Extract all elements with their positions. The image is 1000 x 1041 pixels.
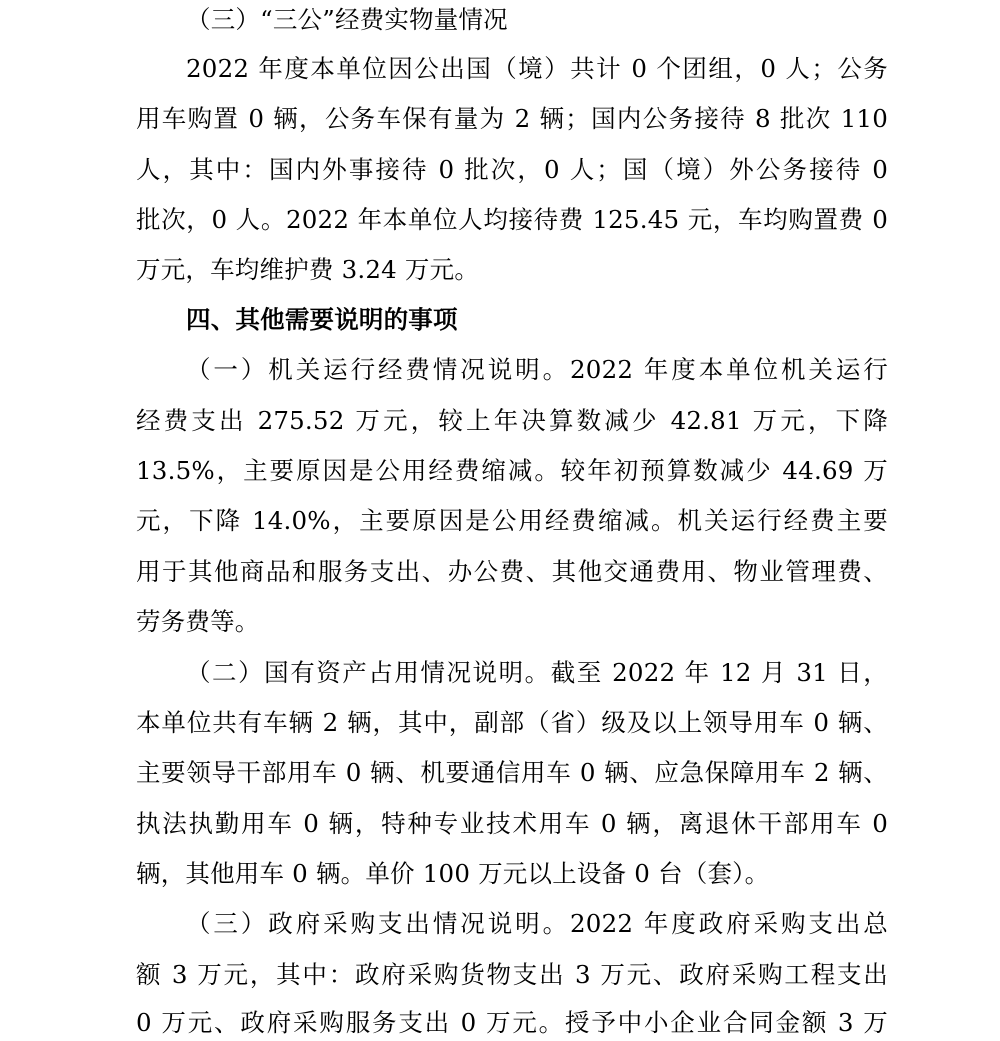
heading-other-matters: 四、其他需要说明的事项 xyxy=(186,305,458,334)
paragraph-line: 执法执勤用车 0 辆，特种专业技术用车 0 辆，离退休干部用车 0 xyxy=(136,809,888,838)
paragraph-line: 用于其他商品和服务支出、办公费、其他交通费用、物业管理费、 xyxy=(136,557,888,586)
paragraph-line: 0 万元、政府采购服务支出 0 万元。授予中小企业合同金额 3 万 xyxy=(136,1008,888,1037)
section-title-sangong: （三）“三公”经费实物量情况 xyxy=(186,5,508,34)
paragraph-line: 用车购置 0 辆，公务车保有量为 2 辆；国内公务接待 8 批次 110 xyxy=(136,104,888,133)
paragraph-line: （一）机关运行经费情况说明。2022 年度本单位机关运行 xyxy=(186,355,888,384)
paragraph-line: 本单位共有车辆 2 辆，其中，副部（省）级及以上领导用车 0 辆、 xyxy=(136,708,888,737)
paragraph-line: （二）国有资产占用情况说明。截至 2022 年 12 月 31 日， xyxy=(186,658,888,687)
paragraph-line: 13.5%，主要原因是公用经费缩减。较年初预算数减少 44.69 万 xyxy=(136,456,888,485)
paragraph-line: 万元，车均维护费 3.24 万元。 xyxy=(136,255,480,284)
paragraph-line: 经费支出 275.52 万元，较上年决算数减少 42.81 万元，下降 xyxy=(136,406,888,435)
paragraph-line: 2022 年度本单位因公出国（境）共计 0 个团组，0 人；公务 xyxy=(186,54,888,83)
paragraph-line: 主要领导干部用车 0 辆、机要通信用车 0 辆、应急保障用车 2 辆、 xyxy=(136,758,888,787)
paragraph-line: 批次，0 人。2022 年本单位人均接待费 125.45 元，车均购置费 0 xyxy=(136,205,888,234)
paragraph-line: 劳务费等。 xyxy=(136,607,260,636)
paragraph-line: 辆，其他用车 0 辆。单价 100 万元以上设备 0 台（套）。 xyxy=(136,859,770,888)
paragraph-line: 人，其中：国内外事接待 0 批次，0 人；国（境）外公务接待 0 xyxy=(136,155,888,184)
paragraph-line: 额 3 万元，其中：政府采购货物支出 3 万元、政府采购工程支出 xyxy=(136,960,888,989)
paragraph-line: 元，下降 14.0%，主要原因是公用经费缩减。机关运行经费主要 xyxy=(136,506,888,535)
paragraph-line: （三）政府采购支出情况说明。2022 年度政府采购支出总 xyxy=(186,909,888,938)
